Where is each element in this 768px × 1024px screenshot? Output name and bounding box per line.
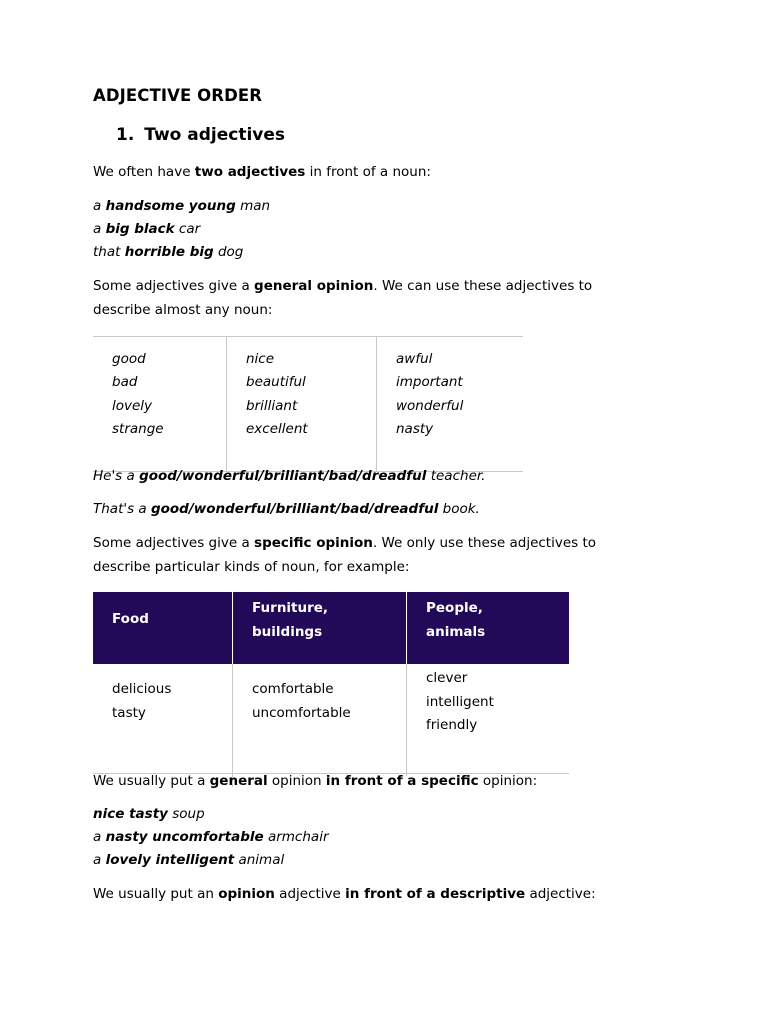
intro-paragraph xyxy=(93,161,431,185)
header-cell-people: People, animals xyxy=(406,592,570,669)
table-cell: excellent xyxy=(246,420,308,437)
table-cell: beautiful xyxy=(246,374,306,391)
table-cell: awful xyxy=(396,351,433,367)
general-opinion-paragraph: Some adjectives give a general opinion. We can use these adjectives to describe almost any noun: xyxy=(93,278,593,318)
table-cell: bad xyxy=(112,374,138,391)
table-cell: wonderful xyxy=(396,397,464,414)
header-cell-furniture: Furniture, buildings xyxy=(232,592,406,669)
table-cell: lovely xyxy=(112,397,153,414)
example-sentence: He's a good/wonderful/brilliant/bad/dreadful teacher. xyxy=(93,468,486,484)
table-cell: delicious tasty xyxy=(112,681,172,721)
section-number: 1. xyxy=(116,125,135,145)
table-cell: clever intelligent friendly xyxy=(406,664,570,776)
general-opinion-table xyxy=(93,336,523,472)
example-line: a big black car xyxy=(93,221,201,237)
section-heading-text: Two adjectives xyxy=(144,125,286,145)
page-title: ADJECTIVE ORDER xyxy=(93,86,263,105)
intro-text: We often have xyxy=(93,164,195,180)
table-column xyxy=(376,337,524,471)
table-cell: good xyxy=(112,351,146,367)
header-cell-food: Food xyxy=(112,611,149,627)
example-line: that horrible big dog xyxy=(93,244,244,260)
example-line: nice tasty soup xyxy=(93,806,205,822)
intro-bold: two adjectives xyxy=(194,164,306,180)
example-line: a nasty uncomfortable armchair xyxy=(93,829,329,845)
table-cell: nasty xyxy=(396,420,434,437)
example-sentence: That's a good/wonderful/brilliant/bad/dreadful book. xyxy=(93,501,480,517)
table-cell: strange xyxy=(112,420,164,437)
table-cell: nice xyxy=(246,351,275,367)
table-column xyxy=(93,337,226,471)
intro-text-end: in front of a noun: xyxy=(305,164,431,180)
table-cell: comfortable uncomfortable xyxy=(232,664,406,787)
table-cell: important xyxy=(396,374,463,391)
example-line: a lovely intelligent animal xyxy=(93,852,285,868)
example-line: a handsome young man xyxy=(93,198,271,214)
section-heading xyxy=(116,125,285,145)
rule-paragraph: We usually put an opinion adjective in front of a descriptive adjective: xyxy=(93,886,596,902)
table-header-row xyxy=(93,592,569,664)
specific-opinion-paragraph: Some adjectives give a specific opinion. We only use these adjectives to describe particular kinds of noun, for example: xyxy=(93,535,597,575)
table-cell: brilliant xyxy=(246,397,298,414)
table-column xyxy=(226,337,377,471)
rule-paragraph: We usually put a general opinion in front of a specific opinion: xyxy=(93,773,538,789)
table-row xyxy=(93,664,569,774)
